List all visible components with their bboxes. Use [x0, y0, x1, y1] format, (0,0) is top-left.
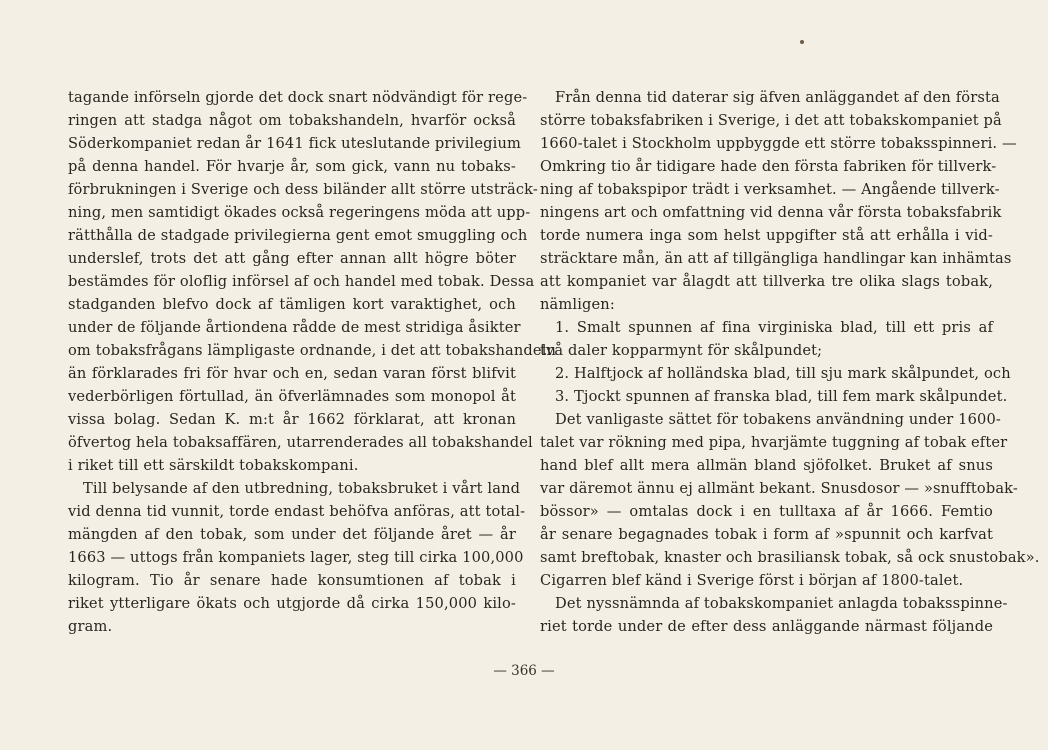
text-line: än förklarades fri för hvar och en, sedan varan först blifvit: [68, 365, 516, 382]
text-line: att kompaniet var ålagdt att tillverka tre olika slags tobak,: [540, 273, 993, 290]
text-line: ning, men samtidigt ökades också regeringens möda att upp-: [68, 204, 531, 221]
left-column: [68, 86, 557, 638]
text-line: under de följande årtiondena rådde de mest stridiga åsikter: [68, 319, 521, 336]
text-line: riet torde under de efter dess anläggande närmast följande: [540, 618, 993, 635]
text-line: samt breftobak, knaster och brasiliansk tobak, så ock snustobak».: [540, 549, 1040, 566]
text-line: ringen att stadga något om tobakshandeln, hvarför också: [68, 112, 516, 129]
text-line: vederbörligen förtullad, än öfverlämnades som monopol åt: [68, 388, 516, 405]
text-line: om tobaksfrågans lämpligaste ordnande, i det att tobakshandeln: [68, 342, 557, 359]
text-line: rätthålla de stadgade privilegierna gent emot smuggling och: [68, 227, 528, 244]
text-line: Cigarren blef känd i Sverige först i början af 1800-talet.: [540, 572, 964, 589]
text-line: Omkring tio år tidigare hade den första fabriken för tillverk-: [540, 158, 997, 175]
text-line: talet var rökning med pipa, hvarjämte tuggning af tobak efter: [540, 434, 1008, 451]
text-line: var däremot ännu ej allmänt bekant. Snusdosor — »snufftobak-: [540, 480, 1018, 497]
text-line: stadganden blefvo dock af tämligen kort varaktighet, och: [68, 296, 516, 313]
text-line: gram.: [68, 618, 113, 635]
text-line: på denna handel. För hvarje år, som gick, vann nu tobaks-: [68, 158, 516, 175]
text-line: vissa bolag. Sedan K. m:t år 1662 förklarat, att kronan: [68, 411, 516, 428]
text-line: bestämdes för oloflig införsel af och handel med tobak. Dessa: [68, 273, 535, 290]
paper-speck: [800, 40, 804, 44]
text-line: Det nyssnämnda af tobakskompaniet anlagda tobaksspinne-: [555, 595, 1008, 612]
text-line: tagande införseln gjorde det dock snart nödvändigt för rege-: [68, 89, 528, 106]
text-line: Det vanligaste sättet för tobakens användning under 1600-: [555, 411, 1001, 428]
right-column: [540, 86, 1040, 638]
text-line: nämligen:: [540, 296, 615, 313]
text-line: bössor» — omtalas dock i en tulltaxa af år 1666. Femtio: [540, 503, 993, 520]
text-line: Söderkompaniet redan år 1641 fick uteslutande privilegium: [68, 135, 522, 152]
text-line: ningens art och omfattning vid denna vår första tobaksfabrik: [540, 204, 1002, 221]
text-line: i riket till ett särskildt tobakskompani.: [68, 457, 359, 474]
text-line: vid denna tid vunnit, torde endast behöfva anföras, att total-: [68, 503, 526, 520]
text-line: underslef, trots det att gång efter annan allt högre böter: [68, 250, 516, 267]
text-line: mängden af den tobak, som under det följande året — år: [68, 526, 516, 543]
page-number: — 366 —: [493, 663, 555, 679]
text-line: sträcktare mån, än att af tillgängliga handlingar kan inhämtas: [540, 250, 1012, 267]
text-line: ning af tobakspipor trädt i verksamhet. — Angående tillverk-: [540, 181, 1000, 198]
text-line: torde numera inga som helst uppgifter stå att erhålla i vid-: [540, 227, 993, 244]
list-item: 2. Halftjock af holländska blad, till sju mark skålpundet, och: [555, 365, 1011, 382]
text-line: öfvertog hela tobaksaffären, utarrenderades all tobakshandel: [68, 434, 533, 451]
text-line: Till belysande af den utbredning, tobaksbruket i vårt land: [83, 480, 521, 497]
text-line: större tobaksfabriken i Sverige, i det att tobakskompaniet på: [540, 112, 1002, 129]
text-line: Från denna tid daterar sig äfven anläggandet af den första: [555, 89, 1000, 106]
list-item: 3. Tjockt spunnen af franska blad, till fem mark skålpundet.: [555, 388, 1008, 405]
list-item: 1. Smalt spunnen af fina virginiska blad, till ett pris af: [555, 319, 993, 336]
text-line: förbrukningen i Sverige och dess biländer allt större utsträck-: [68, 181, 538, 198]
text-line: 1663 — uttogs från kompaniets lager, steg till cirka 100,000: [68, 549, 524, 566]
text-line: 1660-talet i Stockholm uppbyggde ett större tobaksspinneri. —: [540, 135, 1017, 152]
text-line: hand blef allt mera allmän bland sjöfolket. Bruket af snus: [540, 457, 993, 474]
text-line: kilogram. Tio år senare hade konsumtionen af tobak i: [68, 572, 516, 589]
text-line: två daler kopparmynt för skålpundet;: [540, 342, 823, 359]
text-line: år senare begagnades tobak i form af »spunnit och karfvat: [540, 526, 993, 543]
text-line: riket ytterligare ökats och utgjorde då cirka 150,000 kilo-: [68, 595, 516, 612]
